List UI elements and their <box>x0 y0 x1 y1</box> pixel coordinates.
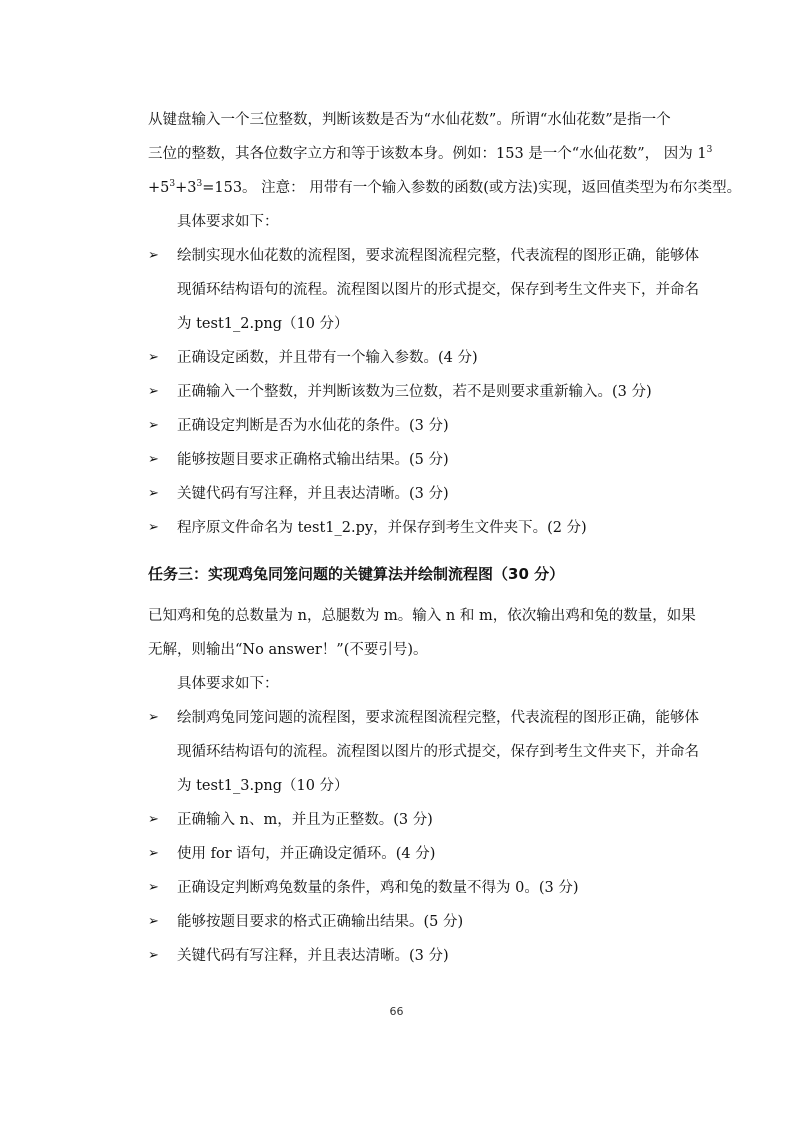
bullet-text: 现循环结构语句的流程。流程图以图片的形式提交，保存到考生文件夹下，并命名 <box>177 744 699 760</box>
paragraph-line: 三位的整数，其各位数字立方和等于该数本身。例如：153 是一个“水仙花数”， 因为 $1^3$ <box>148 145 713 162</box>
requirements-title: 具体要求如下： <box>177 676 279 692</box>
paragraph-line: 无解，则输出“No answer！”(不要引号)。 <box>148 642 428 658</box>
bullet-text: 使用 for 语句，并正确设定循环。(4 分) <box>177 846 436 862</box>
bullet-text: 正确输入 n、m，并且为正整数。(3 分) <box>177 812 433 828</box>
bullet-arrow-icon: ➢ <box>148 248 159 263</box>
bullet-arrow-icon: ➢ <box>148 710 159 725</box>
bullet-text: 关键代码有写注释，并且表达清晰。(3 分) <box>177 948 449 964</box>
bullet-text: 绘制鸡兔同笼问题的流程图，要求流程图流程完整，代表流程的图形正确，能够体 <box>177 710 699 726</box>
bullet-arrow-icon: ➢ <box>148 486 159 501</box>
bullet-arrow-icon: ➢ <box>148 384 159 399</box>
bullet-text: 程序原文件命名为 test1_2.py，并保存到考生文件夹下。(2 分) <box>177 520 587 536</box>
bullet-text: 绘制实现水仙花数的流程图，要求流程图流程完整，代表流程的图形正确，能够体 <box>177 248 699 264</box>
bullet-arrow-icon: ➢ <box>148 880 159 895</box>
bullet-arrow-icon: ➢ <box>148 520 159 535</box>
bullet-text: 为 test1_2.png（10 分） <box>177 316 349 332</box>
bullet-text: 正确设定判断是否为水仙花的条件。(3 分) <box>177 418 449 434</box>
bullet-arrow-icon: ➢ <box>148 846 159 861</box>
paragraph-line: 从键盘输入一个三位整数，判断该数是否为“水仙花数”。所谓“水仙花数”是指一个 <box>148 112 671 128</box>
bullet-text: 现循环结构语句的流程。流程图以图片的形式提交，保存到考生文件夹下，并命名 <box>177 282 699 298</box>
bullet-arrow-icon: ➢ <box>148 418 159 433</box>
bullet-text: 正确输入一个整数，并判断该数为三位数，若不是则要求重新输入。(3 分) <box>177 384 652 400</box>
paragraph-line: $+5^3+3^3=153$。 注意： 用带有一个输入参数的函数(或方法)实现，返回值类型为布尔类型。 <box>148 179 742 196</box>
page-number: 66 <box>389 1005 404 1018</box>
bullet-arrow-icon: ➢ <box>148 948 159 963</box>
bullet-text: 正确设定函数，并且带有一个输入参数。(4 分) <box>177 350 478 366</box>
bullet-text: 为 test1_3.png（10 分） <box>177 778 349 794</box>
bullet-text: 能够按题目要求正确格式输出结果。(5 分) <box>177 452 449 468</box>
bullet-arrow-icon: ➢ <box>148 914 159 929</box>
requirements-title: 具体要求如下： <box>177 214 279 230</box>
paragraph-line: 已知鸡和兔的总数量为 n，总腿数为 m。输入 n 和 m，依次输出鸡和兔的数量，如果 <box>148 608 696 624</box>
bullet-text: 关键代码有写注释，并且表达清晰。(3 分) <box>177 486 449 502</box>
bullet-text: 正确设定判断鸡兔数量的条件，鸡和兔的数量不得为 0。(3 分) <box>177 880 579 896</box>
bullet-arrow-icon: ➢ <box>148 350 159 365</box>
bullet-text: 能够按题目要求的格式正确输出结果。(5 分) <box>177 914 464 930</box>
section-heading: 任务三：实现鸡兔同笼问题的关键算法并绘制流程图（30 分） <box>148 565 565 583</box>
bullet-arrow-icon: ➢ <box>148 812 159 827</box>
bullet-arrow-icon: ➢ <box>148 452 159 467</box>
